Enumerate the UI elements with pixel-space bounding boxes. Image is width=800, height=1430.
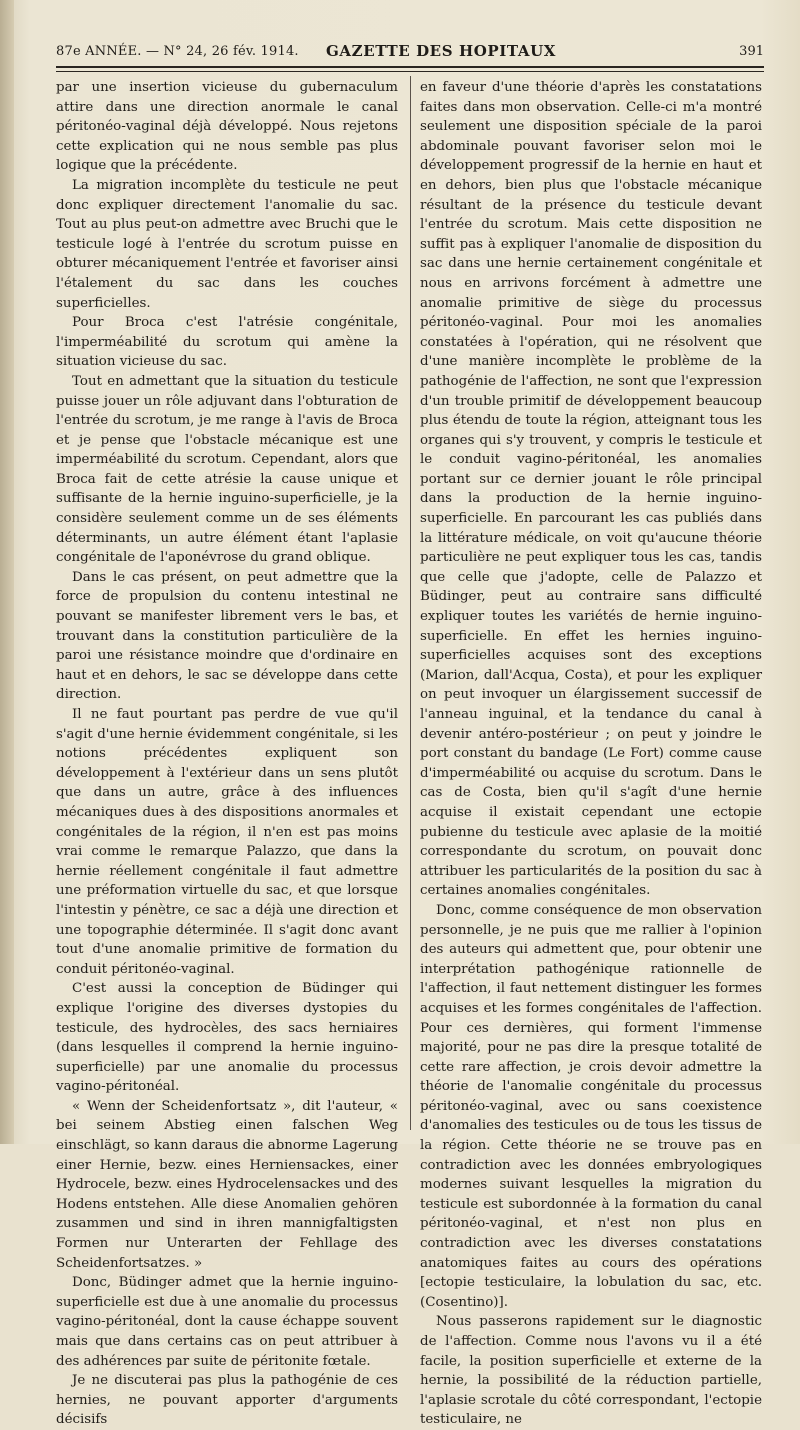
left-column <box>56 78 398 1430</box>
page-number: 391 <box>739 44 764 59</box>
issue-info: 87e ANNÉE. — N° 24, 26 fév. 1914. <box>56 44 299 59</box>
column-divider <box>410 76 411 1130</box>
paragraph: par une insertion vicieuse du gubernaculum attire dans une direction anormale le canal péritonéo-vaginal déjà développé. Nous rejetons cette explication qui ne nous semble pas plus logique que la précédente. <box>56 80 398 174</box>
paragraph: Pour Broca c'est l'atrésie congénitale, l'imperméabilité du scrotum qui amène la situation vicieuse du sac. <box>56 315 398 370</box>
header-rule-thin <box>56 71 764 72</box>
header-rule-thick <box>56 66 764 68</box>
paragraph: Donc, comme conséquence de mon observation personnelle, je ne puis que me rallier à l'opinion des auteurs qui admettent que, pour obtenir une interprétation pathogénique rationnelle de l'affection, il faut nettement distinguer les formes acquises et les formes congénitales de l'affection. Pour ces dernières, qui forment l'immense majorité, pour ne pas dire la presque totalité de cette rare affection, je crois devoir admettre la théorie de l'anomalie congénitale du processus péritonéo-vaginal, avec ou sans coexistence d'anomalies des testicules ou de tous les tissus de la région. Cette théorie ne se trouve pas en contradiction avec les données embryologiques modernes suivant lesquelles la migration du testicule est subordonnée à la formation du canal péritonéo-vaginal, et n'est non plus en contradiction avec les diverses constatations anatomiques faites au cours des opérations [ectopie testiculaire, la lobulation du sac, etc. (Cosentino)]. <box>420 902 762 1310</box>
paragraph: C'est aussi la conception de Büdinger qui explique l'origine des diverses dystopies du testicule, des hydrocèles, des sacs herniaires (dans lesquelles il comprend la hernie inguino-superficielle) par une anomalie du processus vagino-péritonéal. <box>56 981 398 1095</box>
paragraph: Donc, Büdinger admet que la hernie inguino-superficielle est due à une anomalie du processus vagino-péritonéal, dont la cause échappe souvent mais que dans certains cas on peut attribuer à des adhérences par suite de péritonite fœtale. <box>56 1275 398 1369</box>
paragraph: en faveur d'une théorie d'après les constatations faites dans mon observation. Celle-ci m'a montré seulement une disposition spéciale de la paroi abdominale pouvant favoriser selon moi le développement progressif de la hernie en haut et en dehors, bien plus que l'obstacle mécanique résultant de la présence du testicule devant l'entrée du scrotum. Mais cette disposition ne suffit pas à expliquer l'anomalie de disposition du sac dans une hernie certainement congénitale et nous en arrivons forcément à admettre une anomalie primitive de siège du processus péritonéo-vaginal. Pour moi les anomalies constatées à l'opération, qui ne résolvent que d'une manière incomplète le problème de la pathogénie de l'affection, ne sont que l'expression d'un trouble primitif de développement beaucoup plus étendu de toute la région, atteignant tous les organes qui s'y trouvent, y compris le testicule et le conduit vagino-péritonéal, les anomalies portant sur ce dernier jouant le rôle principal dans la production de la hernie inguino-superficielle. En parcourant les cas publiés dans la littérature médicale, on voit qu'aucune théorie particulière ne peut expliquer tous les cas, tandis que celle que j'adopte, celle de Palazzo et Büdinger, peut au contraire sans difficulté expliquer toutes les variétés de hernie inguino-superficielle. En effet les hernies inguino-superficielles acquises sont des exceptions (Marion, dall'Acqua, Costa), et pour les expliquer on peut invoquer un élargissement successif de l'anneau inguinal, et la tendance du canal à devenir antéro-postérieur ; on peut y joindre le port constant du bandage (Le Fort) comme cause d'imperméabilité ou acquise du scrotum. Dans le cas de Costa, bien qu'il s'agît d'une hernie acquise il existait cependant une ectopie pubienne du testicule avec aplasie de la moitié correspondante du scrotum, on pouvait donc attribuer les particularités de la position du sac à certaines anomalies congénitales. <box>420 80 762 899</box>
paragraph: Je ne discuterai pas plus la pathogénie de ces hernies, ne pouvant apporter d'arguments décisifs <box>56 1373 398 1428</box>
paragraph: Tout en admettant que la situation du testicule puisse jouer un rôle adjuvant dans l'obturation de l'entrée du scrotum, je me range à l'avis de Broca et je pense que l'obstacle mécanique est une imperméabilité du scrotum. Cependant, alors que Broca fait de cette atrésie la cause unique et suffisante de la hernie inguino-superficielle, je la considère seulement comme un de ses éléments déterminants, un autre élément étant l'aplasie congénitale de l'aponévrose du grand oblique. <box>56 373 398 566</box>
paragraph: « Wenn der Scheidenfortsatz », dit l'auteur, « bei seinem Abstieg einen falschen Weg einschlägt, so kann daraus die abnorme Lagerung einer Hernie, bezw. eines Herniensackes, einer Hydrocele, bezw. eines Hydrocelensackes und des Hodens entstehen. Alle diese Anomalien gehören zusammen und sind in ihren mannigfaltigsten Formen nur Unterarten der Fehllage des Scheidenfortsatzes. » <box>56 1098 398 1271</box>
paragraph: Dans le cas présent, on peut admettre que la force de propulsion du contenu intestinal ne pouvant se manifester librement vers le bas, et trouvant dans la constitution particulière de la paroi une résistance moindre que d'ordinaire en haut et en dehors, le sac se développe dans cette direction. <box>56 569 398 703</box>
paragraph: Il ne faut pourtant pas perdre de vue qu'il s'agit d'une hernie évidemment congénitale, si les notions précédentes expliquent son développement à l'extérieur dans un sens plutôt que dans un autre, grâce à des influences mécaniques dues à des dispositions anormales et congénitales de la région, il n'en est pas moins vrai comme le remarque Palazzo, que dans la hernie réellement congénitale il faut admettre une préformation virtuelle du sac, et que lorsque l'intestin y pénètre, ce sac a déjà une direction et une topographie déterminée. Il s'agit donc avant tout d'une anomalie primitive de formation du conduit péritonéo-vaginal. <box>56 707 398 977</box>
paragraph: Nous passerons rapidement sur le diagnostic de l'affection. Comme nous l'avons vu il a été facile, la position superficielle et externe de la hernie, la possibilité de la réduction partielle, l'aplasie scrotale du côté correspondant, l'ectopie testiculaire, ne <box>420 1314 762 1428</box>
running-header <box>56 38 764 64</box>
paragraph: La migration incomplète du testicule ne peut donc expliquer directement l'anomalie du sac. Tout au plus peut-on admettre avec Bruchi que le testicule logé à l'entrée du scrotum puisse en obturer mécaniquement l'entrée et favoriser ainsi l'étalement du sac dans les couches superficielles. <box>56 177 398 311</box>
right-column <box>420 78 762 1430</box>
page-binding-edge <box>0 0 14 1144</box>
journal-title: GAZETTE DES HOPITAUX <box>326 42 557 60</box>
